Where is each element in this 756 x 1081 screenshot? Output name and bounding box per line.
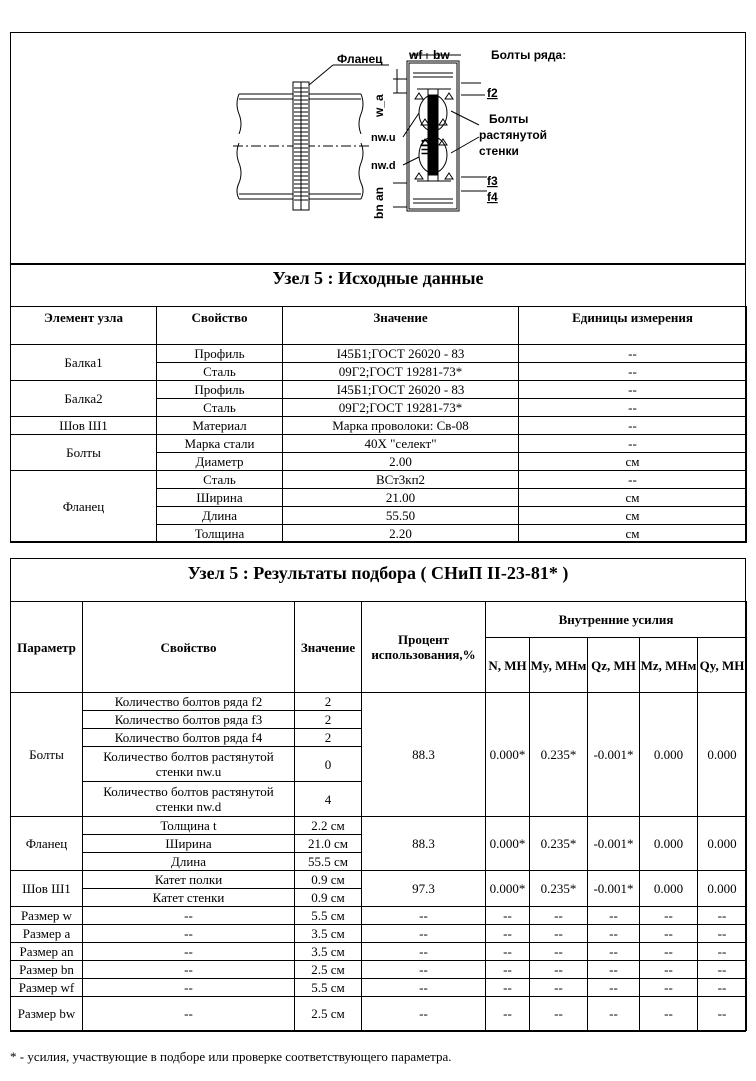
value-cell: 0 [295, 747, 362, 782]
property-cell: -- [83, 907, 295, 925]
property-cell: Катет полки [83, 871, 295, 889]
property-cell: Количество болтов растянутой стенки nw.u [83, 747, 295, 782]
n-cell: 0.000* [486, 693, 530, 817]
flange-section [393, 53, 487, 211]
unit-cell: см [519, 507, 747, 525]
mz-cell: -- [640, 925, 698, 943]
qz-cell: -0.001* [588, 693, 640, 817]
property-cell: Ширина [157, 489, 283, 507]
f2-label: f2 [487, 86, 498, 100]
mz-cell: 0.000 [640, 871, 698, 907]
param-cell: Размер a [11, 925, 83, 943]
table-row [11, 925, 747, 943]
table-row [11, 381, 747, 399]
unit-cell: -- [519, 345, 747, 363]
property-cell: Катет стенки [83, 889, 295, 907]
percent-cell: -- [362, 943, 486, 961]
mz-cell: -- [640, 979, 698, 997]
table-row [11, 471, 747, 489]
property-cell: Толщина [157, 525, 283, 543]
footnote: * - усилия, участвующие в подборе или проверке соответствующего параметра. [10, 1049, 452, 1064]
percent-cell: -- [362, 907, 486, 925]
header-value: Значение [295, 602, 362, 693]
drawing-frame [10, 32, 746, 264]
value-cell: 2.5 см [295, 997, 362, 1031]
bnan-label: bn an [372, 187, 386, 219]
input-header-row [11, 307, 747, 345]
table-row [11, 693, 747, 711]
header-property: Свойство [157, 307, 283, 345]
table-row [11, 979, 747, 997]
value-cell: I45Б1;ГОСТ 26020 - 83 [283, 345, 519, 363]
param-cell: Размер bn [11, 961, 83, 979]
unit-cell: -- [519, 435, 747, 453]
property-cell: -- [83, 961, 295, 979]
value-cell: 09Г2;ГОСТ 19281-73* [283, 363, 519, 381]
header-property: Свойство [83, 602, 295, 693]
value-cell: 0.9 см [295, 889, 362, 907]
unit-cell: -- [519, 471, 747, 489]
my-cell: -- [530, 925, 588, 943]
flange-label: Фланец [337, 52, 383, 66]
percent-cell: -- [362, 961, 486, 979]
percent-cell: 97.3 [362, 871, 486, 907]
param-cell: Размер wf [11, 979, 83, 997]
table-row [11, 817, 747, 835]
table-row [11, 435, 747, 453]
header-param: Параметр [11, 602, 83, 693]
percent-cell: -- [362, 979, 486, 997]
weld-label: Ш1 [420, 137, 432, 155]
property-cell: Толщина t [83, 817, 295, 835]
header-forces: Внутренние усилия [486, 602, 747, 638]
property-cell: Длина [83, 853, 295, 871]
property-cell: Материал [157, 417, 283, 435]
unit-cell: -- [519, 363, 747, 381]
qz-cell: -0.001* [588, 871, 640, 907]
results-table [10, 601, 747, 1031]
value-cell: 5.5 см [295, 907, 362, 925]
value-cell: 55.50 [283, 507, 519, 525]
qy-cell: 0.000 [698, 693, 747, 817]
my-cell: -- [530, 979, 588, 997]
property-cell: Количество болтов ряда f2 [83, 693, 295, 711]
element-cell: Балка1 [11, 345, 157, 381]
value-cell: I45Б1;ГОСТ 26020 - 83 [283, 381, 519, 399]
n-cell: -- [486, 997, 530, 1031]
my-cell: -- [530, 943, 588, 961]
percent-cell: -- [362, 997, 486, 1031]
n-cell: 0.000* [486, 871, 530, 907]
value-cell: 0.9 см [295, 871, 362, 889]
n-cell: -- [486, 907, 530, 925]
property-cell: Количество болтов ряда f3 [83, 711, 295, 729]
table-row [11, 907, 747, 925]
element-cell: Фланец [11, 471, 157, 543]
property-cell: Количество болтов растянутой стенки nw.d [83, 782, 295, 817]
my-cell: -- [530, 907, 588, 925]
property-cell: Количество болтов ряда f4 [83, 729, 295, 747]
unit-cell: -- [519, 381, 747, 399]
bw-label: bw [433, 48, 450, 62]
element-cell: Шов Ш1 [11, 417, 157, 435]
mz-cell: 0.000 [640, 693, 698, 817]
param-cell: Размер w [11, 907, 83, 925]
n-cell: -- [486, 961, 530, 979]
header-element: Элемент узла [11, 307, 157, 345]
n-cell: -- [486, 943, 530, 961]
percent-cell: 88.3 [362, 693, 486, 817]
param-cell: Размер bw [11, 997, 83, 1031]
header-value: Значение [283, 307, 519, 345]
value-cell: 3.5 см [295, 925, 362, 943]
header-qy: Qy, МН [698, 638, 747, 693]
table-row [11, 417, 747, 435]
value-cell: 55.5 см [295, 853, 362, 871]
value-cell: 2.2 см [295, 817, 362, 835]
header-n: N, МН [486, 638, 530, 693]
table-row [11, 997, 747, 1031]
header-qz: Qz, МН [588, 638, 640, 693]
unit-cell: см [519, 525, 747, 543]
qz-cell: -- [588, 961, 640, 979]
param-cell: Шов Ш1 [11, 871, 83, 907]
my-cell: 0.235* [530, 693, 588, 817]
value-cell: ВСт3кп2 [283, 471, 519, 489]
joint-drawing [11, 33, 745, 263]
property-cell: Марка стали [157, 435, 283, 453]
nwd-label: nw.d [371, 160, 396, 172]
qy-cell: 0.000 [698, 817, 747, 871]
property-cell: -- [83, 943, 295, 961]
value-cell: 2 [295, 693, 362, 711]
bolts-row-label: Болты ряда: [491, 48, 567, 62]
n-cell: 0.000* [486, 817, 530, 871]
value-cell: 2.5 см [295, 961, 362, 979]
mz-cell: -- [640, 907, 698, 925]
qy-cell: 0.000 [698, 871, 747, 907]
header-percent: Процент использования,% [362, 602, 486, 693]
value-cell: 21.00 [283, 489, 519, 507]
qy-cell: -- [698, 925, 747, 943]
qy-cell: -- [698, 961, 747, 979]
value-cell: 2 [295, 711, 362, 729]
mz-cell: -- [640, 997, 698, 1031]
qz-cell: -- [588, 925, 640, 943]
input-data-section [10, 264, 746, 542]
unit-cell: см [519, 453, 747, 471]
header-my: My, МНм [530, 638, 588, 693]
value-cell: 09Г2;ГОСТ 19281-73* [283, 399, 519, 417]
value-cell: Марка проволоки: Св-08 [283, 417, 519, 435]
value-cell: 40Х "селект" [283, 435, 519, 453]
unit-cell: см [519, 489, 747, 507]
flange-leader [309, 65, 333, 85]
qy-cell: -- [698, 907, 747, 925]
table-row [11, 871, 747, 889]
value-cell: 4 [295, 782, 362, 817]
param-cell: Фланец [11, 817, 83, 871]
tensile-bolts-line1: Болты [489, 112, 529, 126]
mz-cell: -- [640, 943, 698, 961]
f4-label: f4 [487, 190, 498, 204]
table-row [11, 345, 747, 363]
input-title: Узел 5 : Исходные данные [272, 268, 484, 288]
beam-elevation [233, 82, 371, 210]
my-cell: 0.235* [530, 871, 588, 907]
results-section [10, 558, 746, 1032]
property-cell: Диаметр [157, 453, 283, 471]
unit-cell: -- [519, 399, 747, 417]
table-row [11, 961, 747, 979]
qy-cell: -- [698, 997, 747, 1031]
property-cell: Профиль [157, 381, 283, 399]
my-cell: -- [530, 961, 588, 979]
results-title: Узел 5 : Результаты подбора ( СНиП II-23-81* ) [187, 563, 569, 583]
mz-cell: -- [640, 961, 698, 979]
property-cell: Длина [157, 507, 283, 525]
wa-label: w_a [372, 94, 386, 117]
property-cell: Сталь [157, 471, 283, 489]
element-cell: Болты [11, 435, 157, 471]
tensile-bolts-line2: растянутой [479, 128, 548, 142]
qz-cell: -- [588, 943, 640, 961]
param-cell: Болты [11, 693, 83, 817]
header-mz: Mz, МНм [640, 638, 698, 693]
qz-cell: -- [588, 979, 640, 997]
value-cell: 3.5 см [295, 943, 362, 961]
unit-cell: -- [519, 417, 747, 435]
header-unit: Единицы измерения [519, 307, 747, 345]
property-cell: Сталь [157, 399, 283, 417]
value-cell: 2.20 [283, 525, 519, 543]
percent-cell: -- [362, 925, 486, 943]
value-cell: 21.0 см [295, 835, 362, 853]
table-row [11, 943, 747, 961]
param-cell: Размер an [11, 943, 83, 961]
f3-label: f3 [487, 174, 498, 188]
mz-cell: 0.000 [640, 817, 698, 871]
n-cell: -- [486, 979, 530, 997]
property-cell: -- [83, 925, 295, 943]
qz-cell: -- [588, 997, 640, 1031]
property-cell: Сталь [157, 363, 283, 381]
qy-cell: -- [698, 943, 747, 961]
value-cell: 2 [295, 729, 362, 747]
value-cell: 5.5 см [295, 979, 362, 997]
property-cell: -- [83, 997, 295, 1031]
qy-cell: -- [698, 979, 747, 997]
wf-label: wf [409, 48, 423, 62]
value-cell: 2.00 [283, 453, 519, 471]
property-cell: -- [83, 979, 295, 997]
property-cell: Профиль [157, 345, 283, 363]
qz-cell: -- [588, 907, 640, 925]
results-header-row [11, 602, 747, 638]
n-cell: -- [486, 925, 530, 943]
element-cell: Балка2 [11, 381, 157, 417]
input-table [10, 306, 747, 543]
nwu-label: nw.u [371, 132, 396, 144]
qz-cell: -0.001* [588, 817, 640, 871]
tensile-bolts-line3: стенки [479, 144, 519, 158]
percent-cell: 88.3 [362, 817, 486, 871]
my-cell: -- [530, 997, 588, 1031]
property-cell: Ширина [83, 835, 295, 853]
my-cell: 0.235* [530, 817, 588, 871]
